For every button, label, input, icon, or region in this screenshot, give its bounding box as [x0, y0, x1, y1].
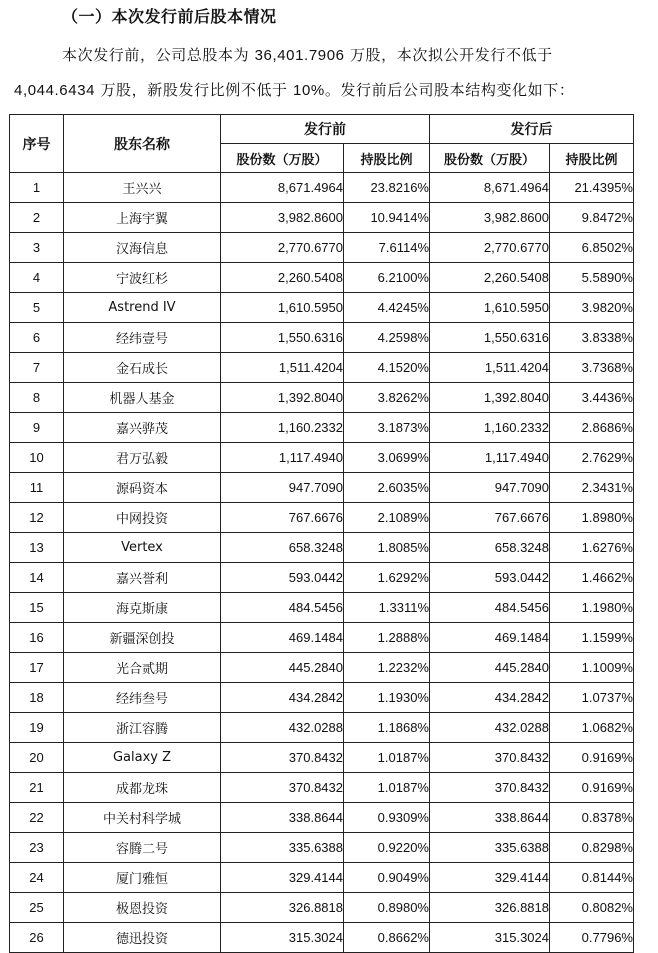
cell-before-shares: 8,671.4964: [221, 173, 344, 203]
cell-before-shares: 445.2840: [221, 653, 344, 683]
table-row: [10, 833, 634, 863]
cell-before-ratio: 3.0699%: [344, 443, 430, 473]
table-row: [10, 203, 634, 233]
cell-holder-name: 嘉兴骅茂: [64, 413, 221, 443]
cell-before-ratio: 0.9309%: [344, 803, 430, 833]
cell-holder-name: 中关村科学城: [64, 803, 221, 833]
cell-before-ratio: 1.0187%: [344, 773, 430, 803]
cell-holder-name: 君万弘毅: [64, 443, 221, 473]
section-title: （一）本次发行前后股本情况: [62, 7, 277, 26]
cell-before-ratio: 3.1873%: [344, 413, 430, 443]
cell-after-shares: 2,770.6770: [430, 233, 550, 263]
cell-index: 10: [10, 443, 64, 473]
table-row: [10, 323, 634, 353]
cell-holder-name: 海克斯康: [64, 593, 221, 623]
table-row: [10, 623, 634, 653]
header-after-ratio: 持股比例: [550, 144, 634, 173]
cell-holder-name: Vertex: [64, 533, 221, 563]
cell-before-ratio: 1.2232%: [344, 653, 430, 683]
cell-index: 3: [10, 233, 64, 263]
cell-after-shares: 1,610.5950: [430, 293, 550, 323]
min-issue: 4,044.6434: [14, 82, 96, 99]
header-holder: 股东名称: [64, 115, 221, 173]
cell-before-ratio: 23.8216%: [344, 173, 430, 203]
cell-before-shares: 315.3024: [221, 923, 344, 953]
cell-after-shares: 326.8818: [430, 893, 550, 923]
cell-after-ratio: 21.4395%: [550, 173, 634, 203]
total-shares: 36,401.7906: [254, 47, 345, 64]
cell-before-shares: 326.8818: [221, 893, 344, 923]
cell-before-shares: 767.6676: [221, 503, 344, 533]
cell-holder-name: 极恩投资: [64, 893, 221, 923]
cell-after-ratio: 2.7629%: [550, 443, 634, 473]
cell-holder-name: Astrend IV: [64, 293, 221, 323]
cell-index: 17: [10, 653, 64, 683]
shareholding-table: [9, 114, 634, 953]
cell-after-ratio: 0.8378%: [550, 803, 634, 833]
table-row: [10, 293, 634, 323]
cell-before-shares: 658.3248: [221, 533, 344, 563]
cell-after-ratio: 0.8298%: [550, 833, 634, 863]
cell-before-ratio: 1.1930%: [344, 683, 430, 713]
cell-before-ratio: 2.1089%: [344, 503, 430, 533]
cell-before-ratio: 4.2598%: [344, 323, 430, 353]
cell-after-ratio: 3.4436%: [550, 383, 634, 413]
cell-before-shares: 484.5456: [221, 593, 344, 623]
cell-index: 4: [10, 263, 64, 293]
cell-after-shares: 1,117.4940: [430, 443, 550, 473]
cell-after-ratio: 1.1009%: [550, 653, 634, 683]
cell-holder-name: 经纬壹号: [64, 323, 221, 353]
cell-before-shares: 3,982.8600: [221, 203, 344, 233]
cell-after-shares: 329.4144: [430, 863, 550, 893]
cell-before-ratio: 6.2100%: [344, 263, 430, 293]
cell-before-ratio: 1.8085%: [344, 533, 430, 563]
cell-before-shares: 338.8644: [221, 803, 344, 833]
cell-holder-name: 容腾二号: [64, 833, 221, 863]
cell-index: 1: [10, 173, 64, 203]
table-row: [10, 233, 634, 263]
cell-index: 24: [10, 863, 64, 893]
intro-line-2: [14, 79, 644, 100]
cell-index: 7: [10, 353, 64, 383]
cell-before-shares: 2,770.6770: [221, 233, 344, 263]
cell-holder-name: 浙江容腾: [64, 713, 221, 743]
table-row: [10, 473, 634, 503]
cell-holder-name: 金石成长: [64, 353, 221, 383]
cell-before-ratio: 0.8662%: [344, 923, 430, 953]
cell-after-shares: 1,160.2332: [430, 413, 550, 443]
cell-after-shares: 1,511.4204: [430, 353, 550, 383]
header-before: 发行前: [221, 115, 430, 144]
cell-after-ratio: 1.0737%: [550, 683, 634, 713]
table-row: [10, 563, 634, 593]
table-row: [10, 773, 634, 803]
cell-before-ratio: 7.6114%: [344, 233, 430, 263]
table-row: [10, 713, 634, 743]
cell-before-ratio: 10.9414%: [344, 203, 430, 233]
cell-index: 21: [10, 773, 64, 803]
table-row: [10, 803, 634, 833]
cell-before-shares: 434.2842: [221, 683, 344, 713]
table-row: [10, 263, 634, 293]
table-row: [10, 593, 634, 623]
cell-holder-name: 上海宇翼: [64, 203, 221, 233]
table-body: [10, 173, 634, 953]
cell-holder-name: 汉海信息: [64, 233, 221, 263]
cell-after-ratio: 1.8980%: [550, 503, 634, 533]
cell-holder-name: 源码资本: [64, 473, 221, 503]
table-row: [10, 683, 634, 713]
cell-before-shares: 1,610.5950: [221, 293, 344, 323]
cell-before-shares: 335.6388: [221, 833, 344, 863]
cell-before-shares: 469.1484: [221, 623, 344, 653]
cell-index: 2: [10, 203, 64, 233]
table-row: [10, 383, 634, 413]
cell-holder-name: 新疆深创投: [64, 623, 221, 653]
cell-holder-name: 成都龙珠: [64, 773, 221, 803]
cell-index: 20: [10, 743, 64, 773]
cell-after-shares: 8,671.4964: [430, 173, 550, 203]
cell-before-shares: 2,260.5408: [221, 263, 344, 293]
header-after: 发行后: [430, 115, 634, 144]
header-index: 序号: [10, 115, 64, 173]
cell-before-shares: 1,392.8040: [221, 383, 344, 413]
cell-before-ratio: 4.1520%: [344, 353, 430, 383]
cell-before-shares: 947.7090: [221, 473, 344, 503]
cell-index: 23: [10, 833, 64, 863]
table-row: [10, 443, 634, 473]
cell-index: 5: [10, 293, 64, 323]
cell-after-shares: 469.1484: [430, 623, 550, 653]
table-row: [10, 923, 634, 953]
cell-index: 19: [10, 713, 64, 743]
intro-suffix: 。发行前后公司股本结构变化如下：: [324, 81, 575, 99]
cell-before-ratio: 1.6292%: [344, 563, 430, 593]
cell-index: 26: [10, 923, 64, 953]
cell-after-shares: 767.6676: [430, 503, 550, 533]
intro-prefix: 本次发行前，公司总股本为: [62, 46, 255, 64]
cell-before-shares: 1,511.4204: [221, 353, 344, 383]
cell-index: 13: [10, 533, 64, 563]
cell-index: 18: [10, 683, 64, 713]
cell-before-ratio: 0.9220%: [344, 833, 430, 863]
cell-after-shares: 593.0442: [430, 563, 550, 593]
cell-holder-name: 厦门雅恒: [64, 863, 221, 893]
cell-after-shares: 3,982.8600: [430, 203, 550, 233]
cell-before-shares: 593.0442: [221, 563, 344, 593]
cell-after-ratio: 3.8338%: [550, 323, 634, 353]
table-row: [10, 653, 634, 683]
cell-after-ratio: 1.6276%: [550, 533, 634, 563]
cell-after-shares: 2,260.5408: [430, 263, 550, 293]
cell-before-shares: 329.4144: [221, 863, 344, 893]
cell-before-ratio: 1.1868%: [344, 713, 430, 743]
table-row: [10, 503, 634, 533]
cell-after-ratio: 5.5890%: [550, 263, 634, 293]
cell-after-ratio: 1.1980%: [550, 593, 634, 623]
cell-after-shares: 335.6388: [430, 833, 550, 863]
cell-after-shares: 370.8432: [430, 773, 550, 803]
cell-after-shares: 658.3248: [430, 533, 550, 563]
table-row: [10, 413, 634, 443]
cell-index: 22: [10, 803, 64, 833]
cell-holder-name: 中网投资: [64, 503, 221, 533]
cell-after-ratio: 0.9169%: [550, 743, 634, 773]
cell-before-ratio: 4.4245%: [344, 293, 430, 323]
cell-after-shares: 432.0288: [430, 713, 550, 743]
cell-before-ratio: 1.0187%: [344, 743, 430, 773]
cell-index: 15: [10, 593, 64, 623]
cell-holder-name: 光合贰期: [64, 653, 221, 683]
cell-before-ratio: 0.9049%: [344, 863, 430, 893]
cell-after-ratio: 3.7368%: [550, 353, 634, 383]
cell-after-ratio: 1.1599%: [550, 623, 634, 653]
cell-index: 6: [10, 323, 64, 353]
cell-after-shares: 445.2840: [430, 653, 550, 683]
intro-mid-2: 万股，新股发行比例不低于: [95, 81, 294, 99]
cell-before-ratio: 3.8262%: [344, 383, 430, 413]
table-row: [10, 743, 634, 773]
cell-before-ratio: 0.8980%: [344, 893, 430, 923]
header-before-shares: 股份数（万股）: [221, 144, 344, 173]
cell-index: 25: [10, 893, 64, 923]
cell-after-shares: 315.3024: [430, 923, 550, 953]
cell-before-ratio: 1.2888%: [344, 623, 430, 653]
cell-before-shares: 432.0288: [221, 713, 344, 743]
cell-holder-name: 王兴兴: [64, 173, 221, 203]
cell-holder-name: 嘉兴誉利: [64, 563, 221, 593]
cell-after-shares: 370.8432: [430, 743, 550, 773]
cell-before-ratio: 1.3311%: [344, 593, 430, 623]
cell-index: 14: [10, 563, 64, 593]
cell-index: 12: [10, 503, 64, 533]
cell-after-shares: 434.2842: [430, 683, 550, 713]
cell-after-ratio: 0.8144%: [550, 863, 634, 893]
cell-holder-name: 德迅投资: [64, 923, 221, 953]
table-row: [10, 533, 634, 563]
cell-before-shares: 370.8432: [221, 773, 344, 803]
cell-after-ratio: 0.8082%: [550, 893, 634, 923]
cell-after-ratio: 1.4662%: [550, 563, 634, 593]
intro-line-1: [62, 44, 644, 65]
cell-after-ratio: 2.8686%: [550, 413, 634, 443]
cell-after-shares: 1,392.8040: [430, 383, 550, 413]
cell-after-shares: 947.7090: [430, 473, 550, 503]
issue-ratio: 10%: [293, 82, 325, 99]
cell-after-ratio: 0.7796%: [550, 923, 634, 953]
cell-before-ratio: 2.6035%: [344, 473, 430, 503]
table-row: [10, 893, 634, 923]
cell-before-shares: 1,117.4940: [221, 443, 344, 473]
cell-after-ratio: 2.3431%: [550, 473, 634, 503]
cell-before-shares: 370.8432: [221, 743, 344, 773]
table-row: [10, 863, 634, 893]
intro-mid: 万股，本次拟公开发行不低于: [344, 46, 553, 64]
cell-index: 11: [10, 473, 64, 503]
cell-index: 8: [10, 383, 64, 413]
table-row: [10, 173, 634, 203]
cell-holder-name: Galaxy Z: [64, 743, 221, 773]
cell-after-shares: 484.5456: [430, 593, 550, 623]
cell-after-ratio: 3.9820%: [550, 293, 634, 323]
header-before-ratio: 持股比例: [344, 144, 430, 173]
cell-index: 16: [10, 623, 64, 653]
cell-before-shares: 1,550.6316: [221, 323, 344, 353]
cell-holder-name: 经纬叁号: [64, 683, 221, 713]
cell-before-shares: 1,160.2332: [221, 413, 344, 443]
cell-after-shares: 1,550.6316: [430, 323, 550, 353]
cell-after-ratio: 0.9169%: [550, 773, 634, 803]
table-row: [10, 353, 634, 383]
header-after-shares: 股份数（万股）: [430, 144, 550, 173]
cell-after-ratio: 6.8502%: [550, 233, 634, 263]
cell-holder-name: 宁波红杉: [64, 263, 221, 293]
cell-after-shares: 338.8644: [430, 803, 550, 833]
cell-after-ratio: 9.8472%: [550, 203, 634, 233]
cell-after-ratio: 1.0682%: [550, 713, 634, 743]
cell-holder-name: 机器人基金: [64, 383, 221, 413]
cell-index: 9: [10, 413, 64, 443]
